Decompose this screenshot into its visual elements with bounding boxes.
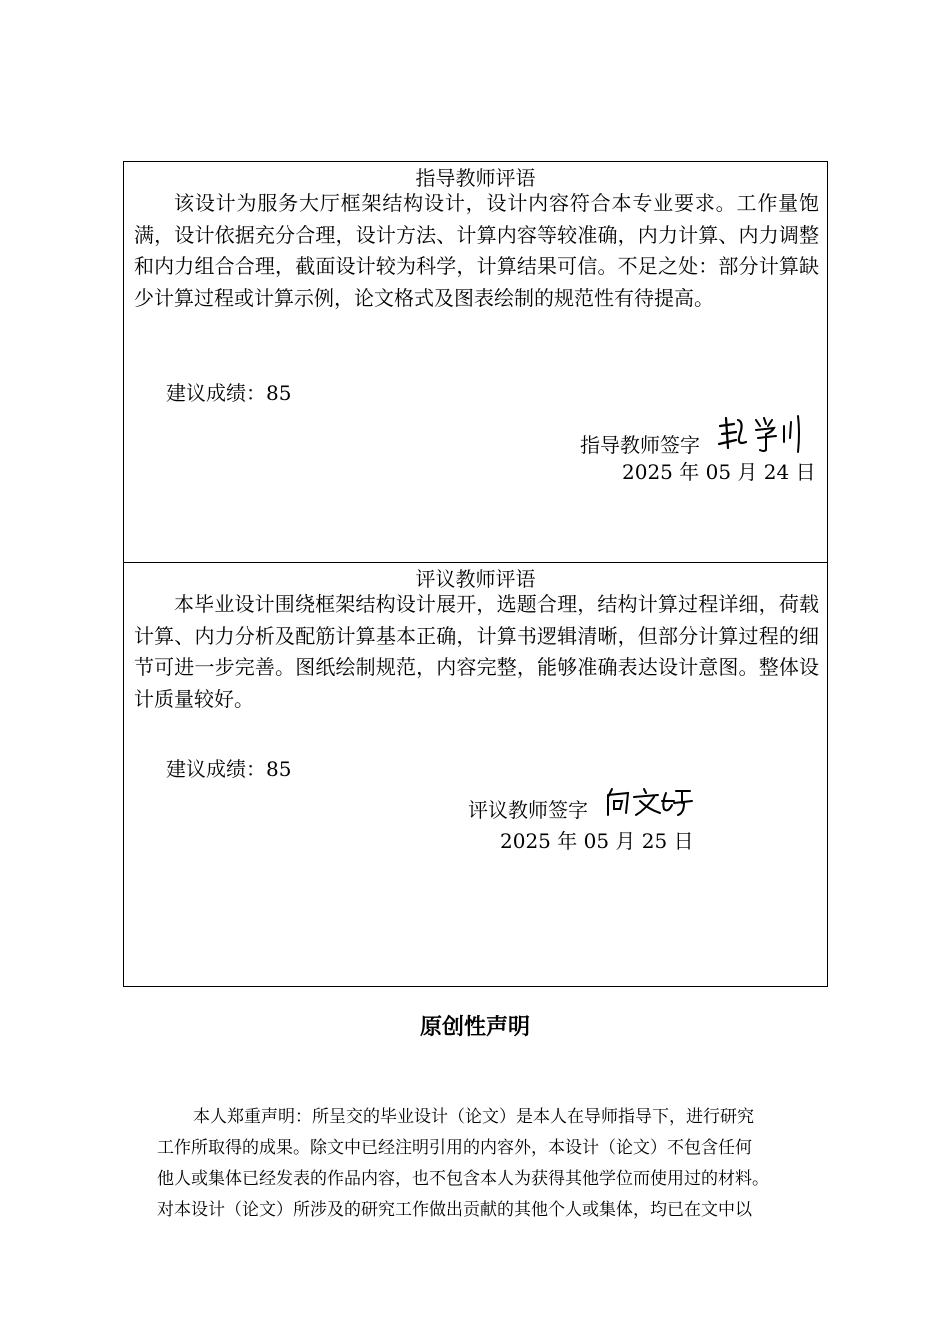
advisor-comment-section <box>123 161 828 563</box>
advisor-date: 2025 年 05 月 24 日 <box>622 460 816 484</box>
reviewer-comment-title: 评议教师评语 <box>415 567 536 591</box>
reviewer-signature-image <box>602 783 694 821</box>
declaration-line: 他人或集体已经发表的作品内容，也不包含本人为获得其他学位而使用过的材料。 <box>157 1169 769 1189</box>
declaration-line: 本人郑重声明：所呈交的毕业设计（论文）是本人在导师指导下，进行研究 <box>193 1107 754 1127</box>
advisor-grade <box>166 380 291 406</box>
reviewer-comment-text: 本毕业设计围绕框架结构设计展开，选题合理，结构计算过程详细，荷载计算、内力分析及配筋计算基本正确，计算书逻辑清晰，但部分计算过程的细节可进一步完善。图纸绘制规范，内容完整，能够准确表达设计意图。整体设计质量较好。 <box>134 592 819 711</box>
advisor-comment-title: 指导教师评语 <box>415 166 536 190</box>
advisor-grade-label: 建议成绩： <box>166 381 266 405</box>
reviewer-grade-value: 85 <box>266 757 292 781</box>
advisor-signature-label: 指导教师签字 <box>580 433 700 457</box>
reviewer-grade-label: 建议成绩： <box>166 757 266 781</box>
reviewer-date: 2025 年 05 月 25 日 <box>500 829 694 853</box>
advisor-signature-image <box>716 412 806 456</box>
declaration-text <box>157 1102 842 1226</box>
reviewer-grade <box>166 756 291 782</box>
advisor-grade-value: 85 <box>266 381 292 405</box>
declaration-line: 对本设计（论文）所涉及的研究工作做出贡献的其他个人或集体，均已在文中以 <box>157 1200 752 1220</box>
declaration-line: 工作所取得的成果。除文中已经注明引用的内容外，本设计（论文）不包含任何 <box>157 1138 752 1158</box>
declaration-heading: 原创性声明 <box>419 1015 530 1040</box>
reviewer-signature-label: 评议教师签字 <box>468 798 588 822</box>
advisor-comment-text: 该设计为服务大厅框架结构设计，设计内容符合本专业要求。工作量饱满，设计依据充分合理，设计方法、计算内容等较准确，内力计算、内力调整和内力组合合理，截面设计较为科学，计算结果可信。不足之处：部分计算缺少计算过程或计算示例，论文格式及图表绘制的规范性有待提高。 <box>134 191 819 310</box>
reviewer-comment-section <box>123 562 828 987</box>
